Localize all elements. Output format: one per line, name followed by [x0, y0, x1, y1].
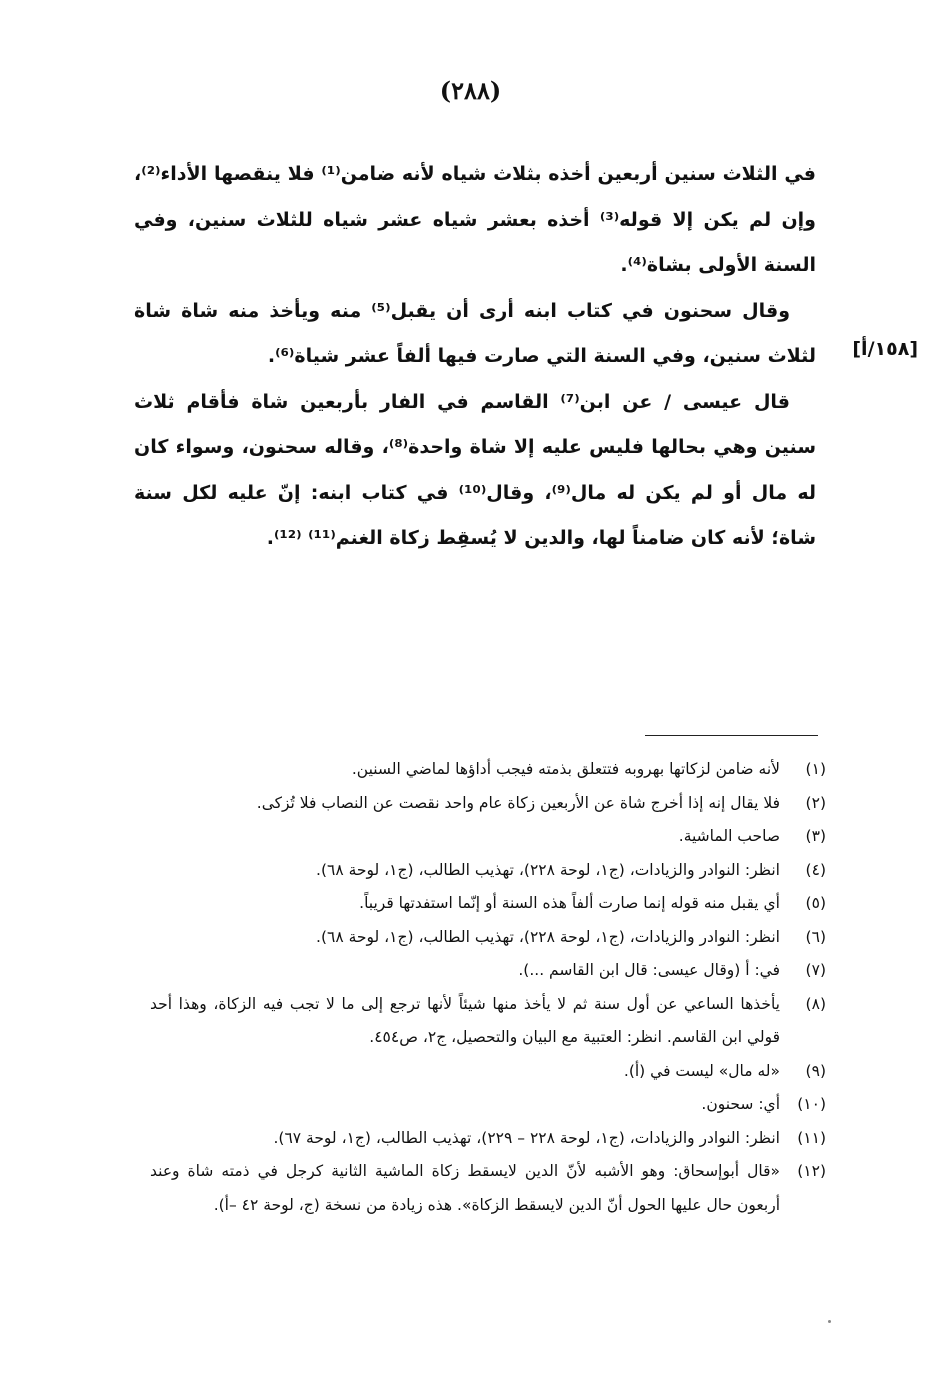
footnote-number: (٨): [805, 994, 826, 1013]
footnote-text: انظر: النوادر والزيادات، (ج١، لوحة ٢٢٨ – ٢٢٩)، تهذيب الطالب، (ج١، لوحة ٦٧).: [273, 1128, 780, 1147]
footnote-text: صاحب الماشية.: [678, 827, 780, 845]
footnote-text: أي يقبل منه قوله إنما صارت ألفاً هذه السنة أو إنّما استفدتها قريباً.: [359, 894, 780, 912]
footnote-number: (١٠): [797, 1095, 826, 1113]
footnote-number: (١١): [797, 1128, 826, 1147]
footnote-text: فلا يقال إنه إذا أخرج شاة عن الأربعين زكاة عام واحد نقصت عن النصاب فلا تُزكى.: [256, 793, 780, 812]
scan-speck: [828, 1320, 831, 1323]
footnote: [150, 954, 826, 988]
main-paragraph-2: وقال سحنون في كتاب ابنه أرى أن يقبل⁽⁵⁾ منه ويأخذ منه شاة شاة لثلاث سنين، وفي السنة التي صارت فيها ألفاً عشر شياة⁽⁶⁾.: [134, 299, 816, 367]
footnote-text: يأخذها الساعي عن أول سنة ثم لا يأخذ منها شيئاً لأنها ترجع إلى ما لا تجب فيه الزكاة، وهذا أحد قولي ابن القاسم. انظر: العتبية مع البيان والتحصيل، ج٢، ص٤٥٤.: [150, 994, 780, 1046]
footnote-separator: [645, 735, 818, 736]
footnote-text: «له مال» ليست في (أ).: [623, 1061, 780, 1080]
footnote-text: انظر: النوادر والزيادات، (ج١، لوحة ٢٢٨)، تهذيب الطالب، (ج١، لوحة ٦٨).: [316, 927, 780, 946]
page-number: (٢٨٨): [439, 76, 502, 105]
footnote-text: في: أ (وقال عيسى: قال ابن القاسم ...).: [518, 961, 780, 979]
footnote: [150, 1088, 826, 1122]
main-paragraph-3: قال عيسى / عن ابن⁽⁷⁾ القاسم في الفار بأربعين شاة فأقام ثلاث سنين وهي بحالها فليس عليه إلا شاة واحدة⁽⁸⁾، وقاله سحنون، وسواء كان له مال أو لم يكن له مال⁽⁹⁾، وقال⁽¹⁰⁾ في كتاب ابنه: إنّ عليه لكل سنة شاة؛ لأنه كان ضامناً لها، والدين لا يُسقِط زكاة الغنم⁽¹¹⁾ ⁽¹²⁾.: [134, 390, 816, 549]
footnote-text: «قال أبوإسحاق: وهو الأشبه لأنّ الدين لايسقط زكاة الماشية الثانية كرجل في ذمته شاة وعند أربعون حال عليها الحول أنّ الدين لايسقط الزكاة». هذه زيادة من نسخة (ج، لوحة ٤٢ –أ).: [150, 1162, 780, 1214]
manuscript-folio-reference: [١٥٨/أ]: [852, 338, 918, 360]
footnote-number: (٥): [805, 894, 826, 912]
footnote-text: لأنه ضامن لزكاتها بهروبه فتتعلق بذمته فيجب أداؤها لماضي السنين.: [351, 760, 780, 778]
footnote: [150, 820, 826, 854]
footnote-text: أي: سحنون.: [701, 1095, 780, 1113]
footnote: [150, 887, 826, 921]
footnote-number: (١٢): [797, 1162, 826, 1180]
footnote-number: (٧): [805, 961, 826, 979]
footnote: [150, 753, 826, 787]
footnotes-section: [150, 753, 826, 1222]
main-text: [134, 152, 816, 562]
footnote-number: (٤): [805, 860, 826, 879]
footnote-number: (٩): [805, 1061, 826, 1080]
footnote-number: (٣): [805, 827, 826, 845]
footnote: [150, 988, 826, 1055]
footnote-number: (١): [805, 760, 826, 778]
footnote-text: انظر: النوادر والزيادات، (ج١، لوحة ٢٢٨)، تهذيب الطالب، (ج١، لوحة ٦٨).: [316, 860, 780, 879]
footnote: [150, 787, 826, 821]
footnote-number: (٦): [805, 927, 826, 946]
footnote: [150, 854, 826, 888]
footnote: [150, 1155, 826, 1222]
footnote: [150, 1122, 826, 1156]
footnote: [150, 1055, 826, 1089]
footnote-number: (٢): [805, 793, 826, 812]
main-paragraph-1: في الثلاث سنين أربعين أخذه بثلاث شياه لأنه ضامن⁽¹⁾ فلا ينقصها الأداء⁽²⁾، وإن لم يكن إلا قوله⁽³⁾ أخذه بعشر شياه عشر شياه للثلاث سنين، وفي السنة الأولى بشاة⁽⁴⁾.: [134, 163, 816, 276]
footnote: [150, 921, 826, 955]
